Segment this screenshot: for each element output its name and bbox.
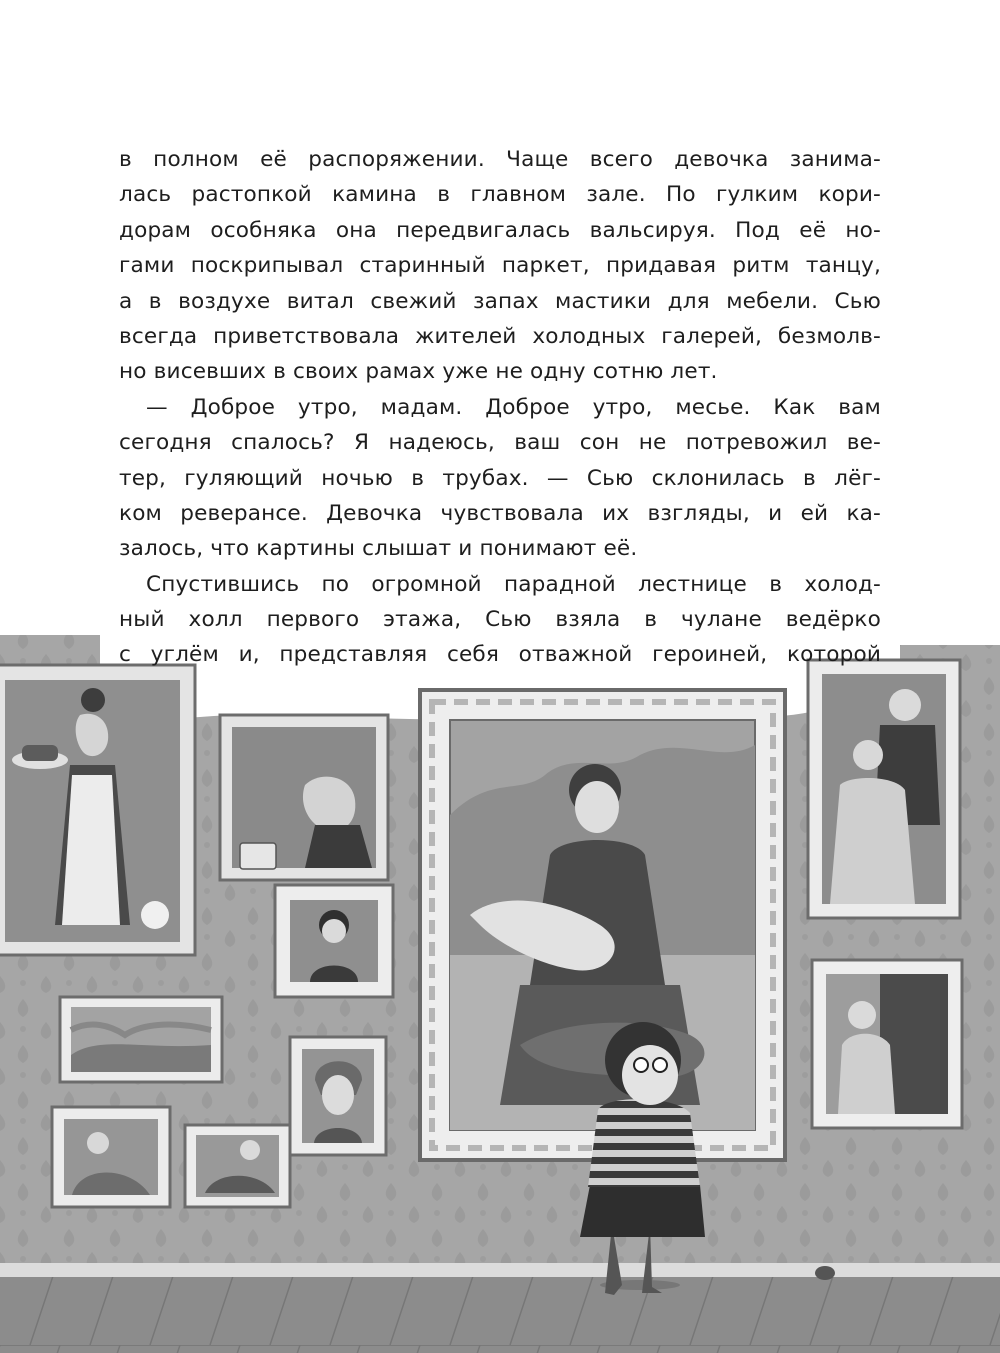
portrait-gallery-illustration [0,625,1000,1353]
baseboard [0,1263,1000,1277]
portrait-old-woman [52,1107,170,1207]
text-line: гами поскрипывал старинный паркет, придавая ритм танцу, [119,253,881,279]
gallery-scene [0,625,1000,1353]
portrait-old-man [220,715,388,880]
text-line: с углём и, представляя себя отважной героиней, которой [119,642,881,668]
parquet-floor [0,1277,1000,1353]
text-line: ком реверансе. Девочка чувствовала их взгляды, и ей ка- [119,500,881,526]
portrait-man-hat [290,1037,386,1155]
text-line: тер, гуляющий ночью в трубах. — Сью склонилась в лёг- [119,465,881,491]
text-line: в полном её распоряжении. Чаще всего девочка занима- [119,147,881,172]
text-line: а в воздухе витал свежий запах мастики для мебели. Сью [119,288,881,314]
portrait-landscape [60,997,222,1082]
text-line: но висевших в своих рамах уже не одну сотню лет. [119,359,718,385]
portrait-couple [808,660,960,918]
text-line: ный холл первого этажа, Сью взяла в чулане ведёрко [119,607,881,633]
text-line: сегодня спалось? Я надеюсь, ваш сон не потревожил ве- [119,430,881,456]
mouse [815,1266,835,1280]
text-line: залось, что картины слышат и понимают её. [119,536,638,562]
text-line: — Доброе утро, мадам. Доброе утро, месье. Как вам [146,394,881,420]
text-line: дорам особняка она передвигалась вальсируя. Под её но- [119,217,881,243]
portrait-woman-small [275,885,393,997]
portrait-lady-greyhounds [420,690,785,1160]
portrait-maid [0,665,195,955]
text-line: всегда приветствовала жителей холодных галерей, безмолв- [119,323,881,349]
text-line: лась растопкой камина в главном зале. По гулким кори- [119,182,881,208]
text-line: Спустившись по огромной парадной лестнице в холод- [146,571,881,597]
body-text [119,142,881,673]
portrait-girl-curtain [812,960,962,1128]
portrait-reading [185,1125,290,1207]
